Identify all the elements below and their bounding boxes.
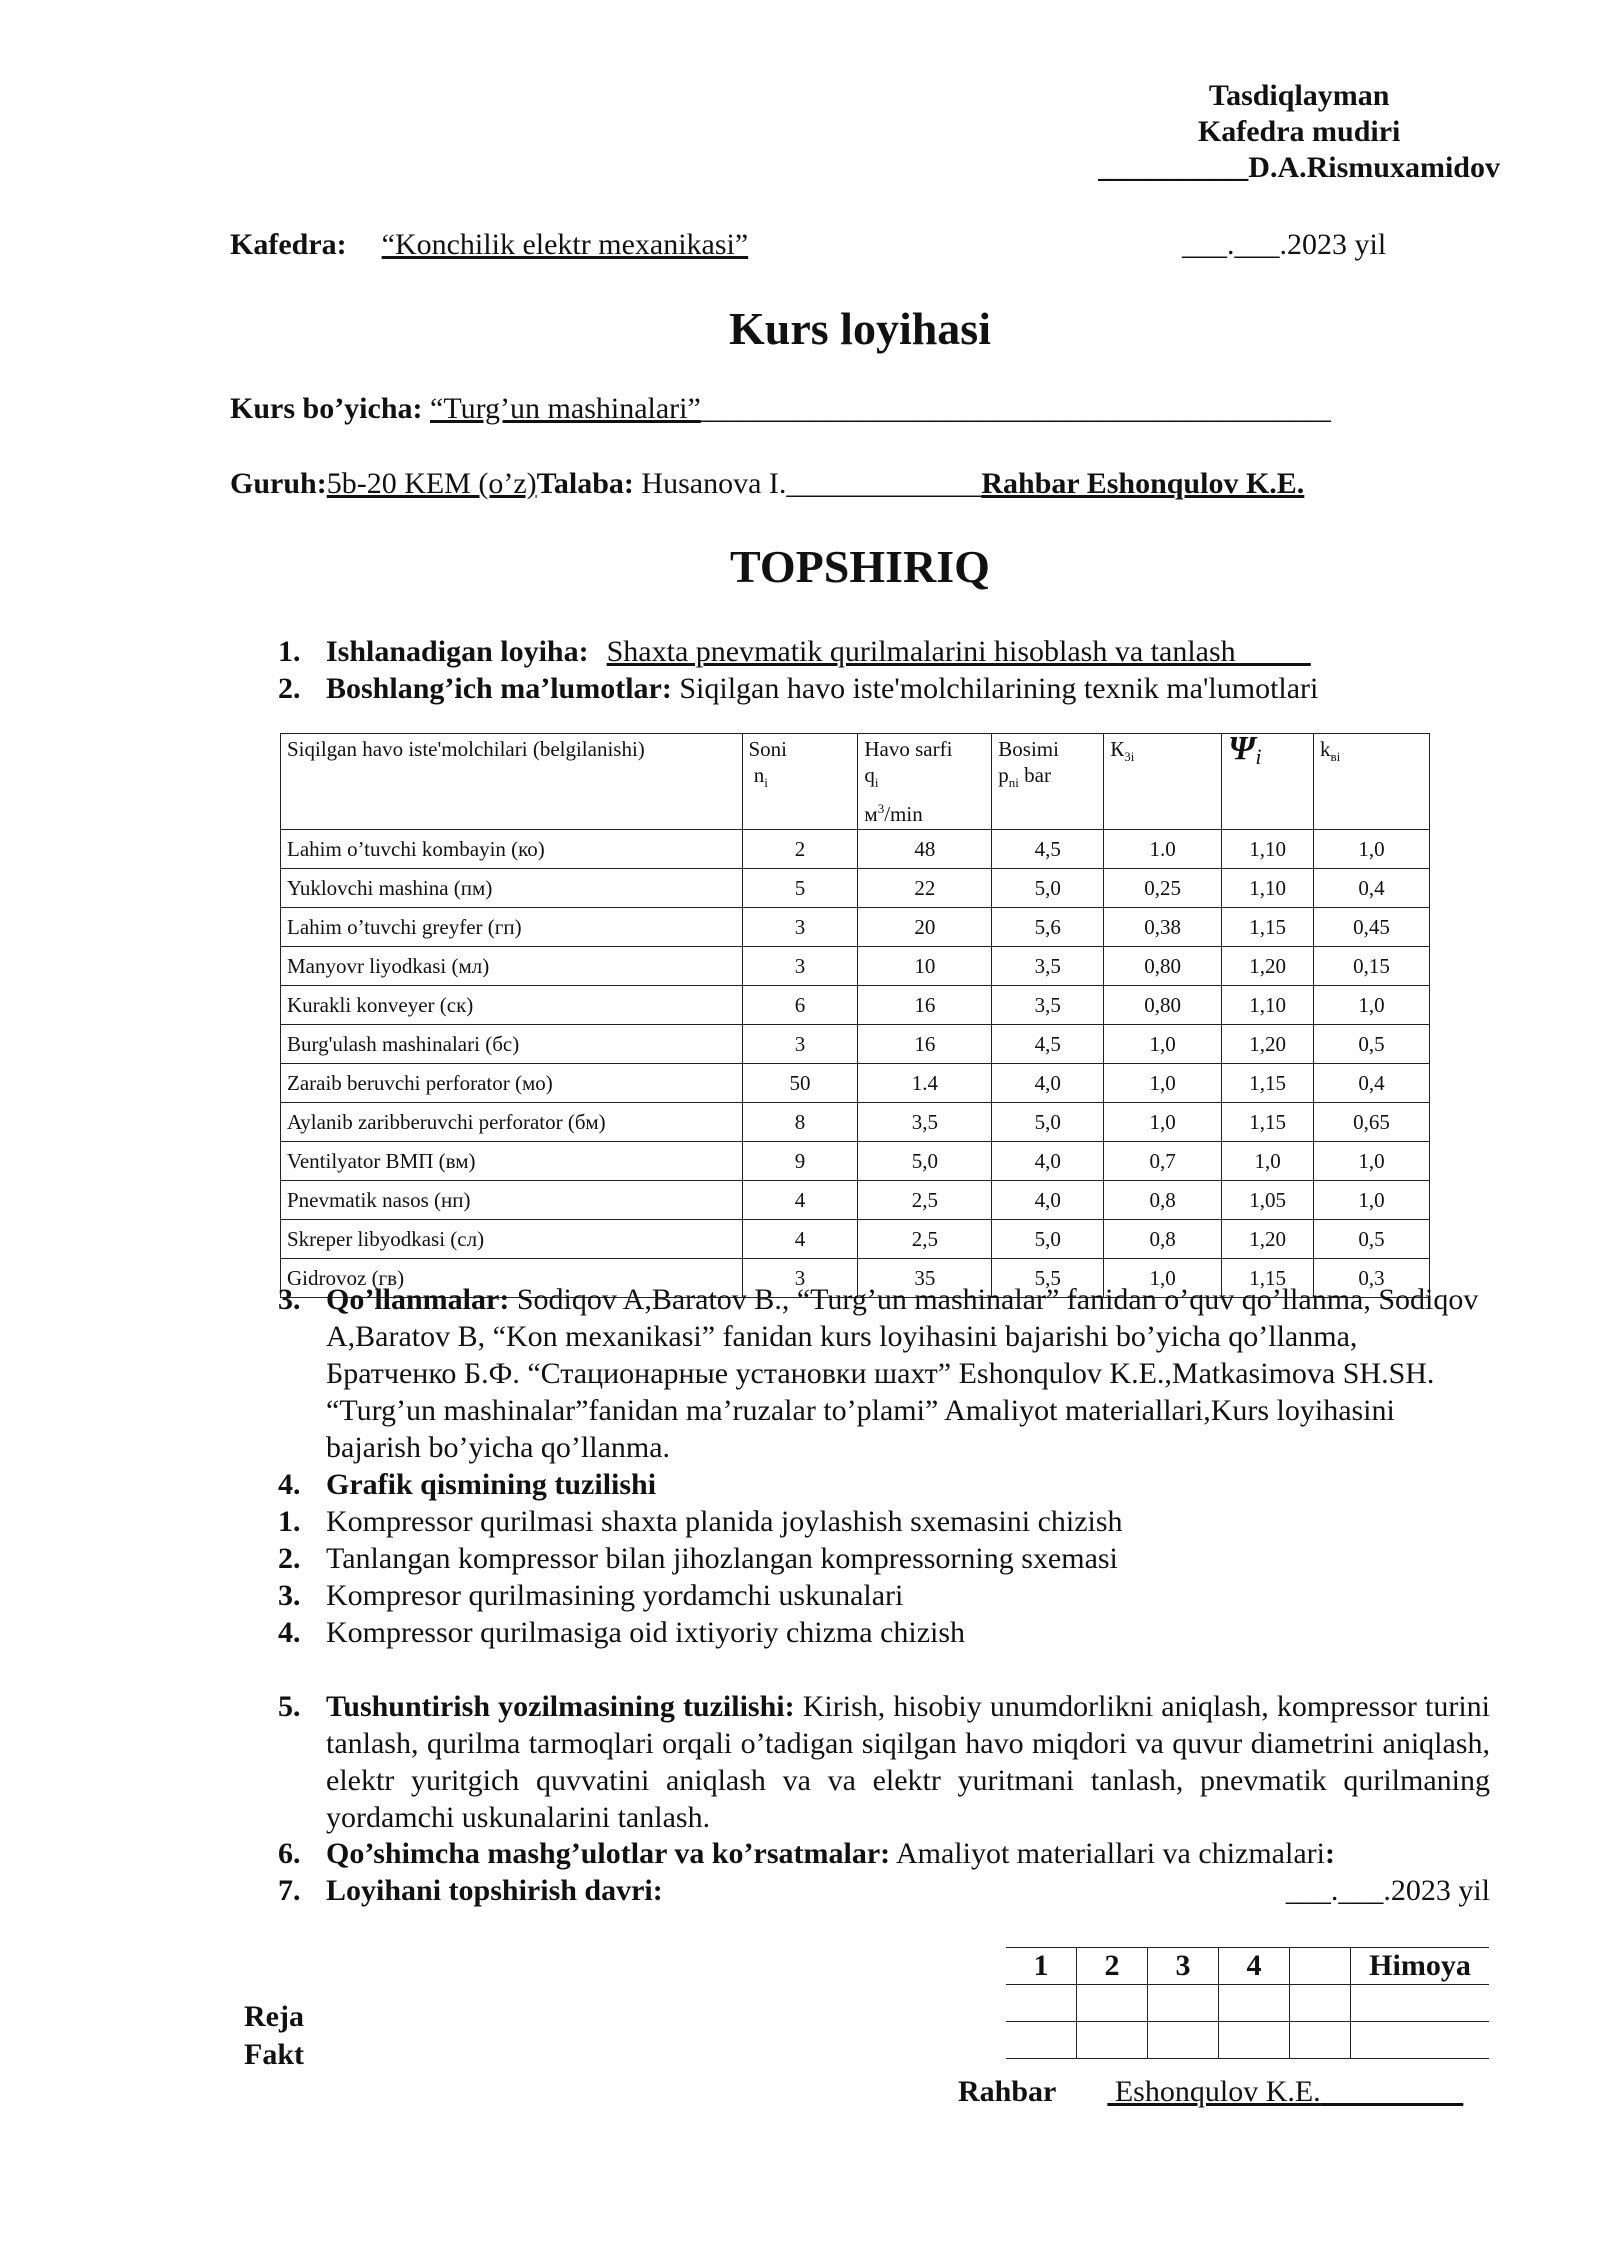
task-item-1 bbox=[278, 633, 1490, 670]
item6-value: Amaliyot materiallari va chizmalari bbox=[890, 1837, 1325, 1870]
value-cell: 22 bbox=[858, 869, 992, 908]
value-cell: 5,0 bbox=[858, 1142, 992, 1181]
item-number: 1. bbox=[278, 1505, 301, 1538]
consumer-name-cell: Zaraib beruvchi perforator (мо) bbox=[281, 1064, 743, 1103]
consumer-name-cell: Aylanib zaribberuvchi perforator (бм) bbox=[281, 1103, 743, 1142]
value-cell: 20 bbox=[858, 908, 992, 947]
guruh-row bbox=[230, 466, 1304, 502]
value-cell: 0,7 bbox=[1104, 1142, 1222, 1181]
table-row bbox=[281, 1025, 1430, 1064]
value-cell: 1,15 bbox=[1222, 1103, 1314, 1142]
value-cell: 0,4 bbox=[1314, 869, 1430, 908]
value-cell: 1,15 bbox=[1222, 1259, 1314, 1298]
item5-value: Kirish, hisobiy unumdorlikni aniqlash, kompressor turini tanlash, qurilma tarmoqlari orqali o’tadigan siqilgan havo miqdori va quvur diametrini aniqlash, elektr yuritgich quvvatini aniqlash va va elektr yuritmani tanlash, pnevmatik qurilmaning yordamchi uskunalarini tanlash. bbox=[326, 1690, 1490, 1834]
task-heading: TOPSHIRIQ bbox=[730, 541, 990, 592]
value-cell: 16 bbox=[858, 986, 992, 1025]
talaba-label: Talaba: bbox=[536, 467, 634, 500]
signature-blank: __________ bbox=[1098, 151, 1249, 184]
value-cell: 3,5 bbox=[992, 947, 1104, 986]
rahbar-footer-label: Rahbar bbox=[958, 2075, 1057, 2108]
kurs-blank: __________________________________________ bbox=[700, 392, 1331, 425]
approval-line1: Tasdiqlayman bbox=[1208, 79, 1390, 112]
value-cell: 10 bbox=[858, 947, 992, 986]
value-cell: 5,6 bbox=[992, 908, 1104, 947]
value-cell: 1,20 bbox=[1222, 1220, 1314, 1259]
value-cell: 1,20 bbox=[1222, 947, 1314, 986]
item-number: 1. bbox=[278, 635, 301, 668]
table-row bbox=[281, 1064, 1430, 1103]
value-cell: 0,25 bbox=[1104, 869, 1222, 908]
value-cell: 1,0 bbox=[1314, 986, 1430, 1025]
header-psi: $\Psi_i$ bbox=[1222, 734, 1314, 830]
kurs-label: Kurs bo’yicha: bbox=[230, 392, 423, 425]
value-cell: 2,5 bbox=[858, 1220, 992, 1259]
item-number: 3. bbox=[278, 1283, 301, 1316]
talaba-value: Husanova I. bbox=[633, 467, 787, 500]
value-cell: 6 bbox=[742, 986, 858, 1025]
page-title: Kurs loyihasi bbox=[728, 303, 991, 354]
value-cell: 4,5 bbox=[992, 1025, 1104, 1064]
header-count: Soni $n_i$ bbox=[742, 734, 858, 830]
talaba-blank: _____________ bbox=[786, 467, 982, 500]
graphic-part-item bbox=[278, 1614, 1490, 1651]
value-cell: 0,4 bbox=[1314, 1064, 1430, 1103]
value-cell: 3,5 bbox=[992, 986, 1104, 1025]
value-cell: 8 bbox=[742, 1103, 858, 1142]
approval-line2: Kafedra mudiri bbox=[1197, 115, 1401, 148]
value-cell: 4 bbox=[742, 1220, 858, 1259]
rahbar-footer bbox=[958, 2074, 1463, 2110]
item1-value: Shaxta pnevmatik qurilmalarini hisoblash va tanlash_____ bbox=[606, 635, 1311, 668]
header-consumer: Siqilgan havo iste'molchilari (belgilanishi) bbox=[281, 734, 743, 830]
item1-label: Ishlanadigan loyiha: bbox=[326, 635, 589, 668]
value-cell: 1,15 bbox=[1222, 1064, 1314, 1103]
table-row bbox=[281, 1142, 1430, 1181]
value-cell: 1,0 bbox=[1222, 1142, 1314, 1181]
value-cell: 0,80 bbox=[1104, 947, 1222, 986]
consumer-name-cell: Lahim o’tuvchi kombayin (ко) bbox=[281, 830, 743, 869]
item-number: 5. bbox=[278, 1690, 301, 1723]
kurs-row bbox=[230, 391, 1331, 427]
item7-date: ___.___.2023 yil bbox=[1285, 1874, 1490, 1907]
value-cell: 3 bbox=[742, 1259, 858, 1298]
guruh-value: 5b-20 KEM (o’z) bbox=[326, 467, 537, 500]
header-air-flow: Havo sarfi $q_i$ $м^3/\min$ bbox=[858, 734, 992, 830]
item-number: 7. bbox=[278, 1874, 301, 1907]
item3-value: Sodiqov A,Baratov B., “Turg’un mashinalar” fanidan o’quv qo’llanma, Sodiqov A,Baratov B, “Kon mexanikasi” fanidan kurs loyihasini bajarishi bo’yicha qo’llanma, Братченко Б.Ф. “Стационарные установки шахт” Eshonqulov K.E.,Matkasimova SH.SH. “Turg’un mashinalar”fanidan ma’ruzalar to’plami” Amaliyot materiallari,Kurs loyihasini bajarish bo’yicha qo’llanma. bbox=[326, 1283, 1479, 1464]
table-row bbox=[281, 908, 1430, 947]
approval-block bbox=[1098, 78, 1500, 186]
value-cell: 2 bbox=[742, 830, 858, 869]
value-cell: 1.4 bbox=[858, 1064, 992, 1103]
rahbar-header: Rahbar Eshonqulov K.E. bbox=[981, 467, 1305, 500]
item6-label: Qo’shimcha mashg’ulotlar va ko’rsatmalar: bbox=[326, 1837, 891, 1870]
consumer-name-cell: Gidrovoz (гв) bbox=[281, 1259, 743, 1298]
graphic-part-text: Kompressor qurilmasiga oid ixtiyoriy chizma chizish bbox=[326, 1616, 966, 1649]
value-cell: 3 bbox=[742, 1025, 858, 1064]
item-number: 4. bbox=[278, 1468, 301, 1501]
value-cell: 9 bbox=[742, 1142, 858, 1181]
value-cell: 4,0 bbox=[992, 1181, 1104, 1220]
value-cell: 0,3 bbox=[1314, 1259, 1430, 1298]
value-cell: 3 bbox=[742, 908, 858, 947]
task-item-4 bbox=[278, 1466, 1490, 1503]
header-pressure: Bosimi $p_{ni}$ bar bbox=[992, 734, 1104, 830]
grade-reja-row bbox=[1006, 1985, 1489, 2022]
value-cell: 0,8 bbox=[1104, 1220, 1222, 1259]
grade-col-3: 3 bbox=[1148, 1948, 1219, 1985]
table-row bbox=[281, 986, 1430, 1025]
consumer-name-cell: Manyovr liyodkasi (мл) bbox=[281, 947, 743, 986]
item3-label: Qo’llanmalar: bbox=[326, 1283, 510, 1316]
value-cell: 4,0 bbox=[992, 1142, 1104, 1181]
kurs-value: “Turg’un mashinalari” bbox=[430, 392, 701, 425]
item-number: 6. bbox=[278, 1837, 301, 1870]
header-date: ___.___.2023 yil bbox=[1182, 228, 1387, 261]
value-cell: 16 bbox=[858, 1025, 992, 1064]
approval-signature bbox=[1098, 150, 1500, 186]
value-cell: 48 bbox=[858, 830, 992, 869]
value-cell: 0,15 bbox=[1314, 947, 1430, 986]
value-cell: 5,0 bbox=[992, 1220, 1104, 1259]
graphic-part-item bbox=[278, 1503, 1490, 1540]
value-cell: 1,15 bbox=[1222, 908, 1314, 947]
value-cell: 3,5 bbox=[858, 1103, 992, 1142]
grade-col-5 bbox=[1290, 1948, 1351, 1985]
grade-col-4: 4 bbox=[1219, 1948, 1290, 1985]
task-item-2 bbox=[278, 670, 1490, 707]
grade-col-2: 2 bbox=[1077, 1948, 1148, 1985]
value-cell: 0,5 bbox=[1314, 1025, 1430, 1064]
kafedra-value: “Konchilik elektr mexanikasi” bbox=[381, 228, 749, 261]
value-cell: 1,05 bbox=[1222, 1181, 1314, 1220]
value-cell: 1,0 bbox=[1104, 1064, 1222, 1103]
value-cell: 1,10 bbox=[1222, 869, 1314, 908]
header-k3: $К_{3i}$ bbox=[1104, 734, 1222, 830]
consumer-name-cell: Ventilyator ВМП (вм) bbox=[281, 1142, 743, 1181]
value-cell: 1,0 bbox=[1104, 1103, 1222, 1142]
graphic-part-item bbox=[278, 1577, 1490, 1614]
value-cell: 5,0 bbox=[992, 869, 1104, 908]
task-item-6 bbox=[278, 1835, 1490, 1872]
value-cell: 0,8 bbox=[1104, 1181, 1222, 1220]
table-row bbox=[281, 1181, 1430, 1220]
kafedra-label: Kafedra: bbox=[230, 228, 347, 261]
value-cell: 1,10 bbox=[1222, 830, 1314, 869]
value-cell: 1,10 bbox=[1222, 986, 1314, 1025]
item-number: 2. bbox=[278, 672, 301, 705]
value-cell: 2,5 bbox=[858, 1181, 992, 1220]
grade-col-1: 1 bbox=[1006, 1948, 1077, 1985]
consumer-name-cell: Skreper libyodkasi (сл) bbox=[281, 1220, 743, 1259]
consumers-table bbox=[280, 730, 1430, 1298]
kafedra-row bbox=[230, 227, 748, 263]
value-cell: 4 bbox=[742, 1181, 858, 1220]
grade-fakt-row bbox=[1006, 2022, 1489, 2059]
item-number: 2. bbox=[278, 1542, 301, 1575]
value-cell: 1,0 bbox=[1314, 1181, 1430, 1220]
value-cell: 0,80 bbox=[1104, 986, 1222, 1025]
approver-name: D.A.Rismuxamidov bbox=[1248, 151, 1500, 184]
value-cell: 50 bbox=[742, 1064, 858, 1103]
task-item-7 bbox=[278, 1872, 1490, 1909]
value-cell: 5 bbox=[742, 869, 858, 908]
table-header-row bbox=[281, 734, 1430, 830]
header-kv: $k_{вi}$ bbox=[1314, 734, 1430, 830]
item2-value: Siqilgan havo iste'molchilarining texnik ma'lumotlari bbox=[671, 672, 1319, 705]
value-cell: 1,0 bbox=[1314, 1142, 1430, 1181]
item-number: 4. bbox=[278, 1616, 301, 1649]
consumer-name-cell: Yuklovchi mashina (пм) bbox=[281, 869, 743, 908]
table-row bbox=[281, 1103, 1430, 1142]
value-cell: 1,0 bbox=[1314, 830, 1430, 869]
task-item-3 bbox=[278, 1281, 1490, 1466]
graphic-part-text: Tanlangan kompressor bilan jihozlangan kompressorning sxemasi bbox=[326, 1542, 1118, 1575]
table-row bbox=[281, 830, 1430, 869]
value-cell: 4,5 bbox=[992, 830, 1104, 869]
task-item-5 bbox=[278, 1688, 1490, 1836]
value-cell: 0,38 bbox=[1104, 908, 1222, 947]
table-row bbox=[281, 1220, 1430, 1259]
value-cell: 0,45 bbox=[1314, 908, 1430, 947]
value-cell: 5,0 bbox=[992, 1103, 1104, 1142]
table-row bbox=[281, 869, 1430, 908]
guruh-label: Guruh: bbox=[230, 467, 327, 500]
value-cell: 1,20 bbox=[1222, 1025, 1314, 1064]
graphic-part-item bbox=[278, 1540, 1490, 1577]
graphic-part-text: Kompresor qurilmasining yordamchi uskunalari bbox=[326, 1579, 904, 1612]
item2-label: Boshlang’ich ma’lumotlar: bbox=[326, 672, 672, 705]
table-row bbox=[281, 947, 1430, 986]
value-cell: 1,0 bbox=[1104, 1259, 1222, 1298]
grade-col-himoya: Himoya bbox=[1351, 1948, 1490, 1985]
item4-label: Grafik qismining tuzilishi bbox=[326, 1468, 657, 1501]
consumer-name-cell: Pnevmatik nasos (нп) bbox=[281, 1181, 743, 1220]
item-number: 3. bbox=[278, 1579, 301, 1612]
value-cell: 0,65 bbox=[1314, 1103, 1430, 1142]
grade-table bbox=[1006, 1947, 1489, 2059]
graphic-part-text: Kompressor qurilmasi shaxta planida joylashish sxemasini chizish bbox=[326, 1505, 1123, 1538]
value-cell: 1,0 bbox=[1104, 1025, 1222, 1064]
grade-header-row bbox=[1006, 1948, 1489, 1985]
value-cell: 1.0 bbox=[1104, 830, 1222, 869]
value-cell: 3 bbox=[742, 947, 858, 986]
value-cell: 5,5 bbox=[992, 1259, 1104, 1298]
consumer-name-cell: Lahim o’tuvchi greyfer (гп) bbox=[281, 908, 743, 947]
consumer-name-cell: Burg'ulash mashinalari (бс) bbox=[281, 1025, 743, 1064]
item5-label: Tushuntirish yozilmasining tuzilishi: bbox=[326, 1690, 795, 1723]
value-cell: 35 bbox=[858, 1259, 992, 1298]
reja-label: Reja bbox=[244, 2000, 304, 2033]
value-cell: 0,5 bbox=[1314, 1220, 1430, 1259]
consumer-name-cell: Kurakli konveyer (ск) bbox=[281, 986, 743, 1025]
value-cell: 4,0 bbox=[992, 1064, 1104, 1103]
fakt-label: Fakt bbox=[244, 2038, 304, 2071]
item6-colon: : bbox=[1324, 1837, 1335, 1870]
item7-label: Loyihani topshirish davri: bbox=[326, 1874, 663, 1907]
rahbar-footer-name: Eshonqulov K.E. _________ bbox=[1114, 2075, 1464, 2108]
